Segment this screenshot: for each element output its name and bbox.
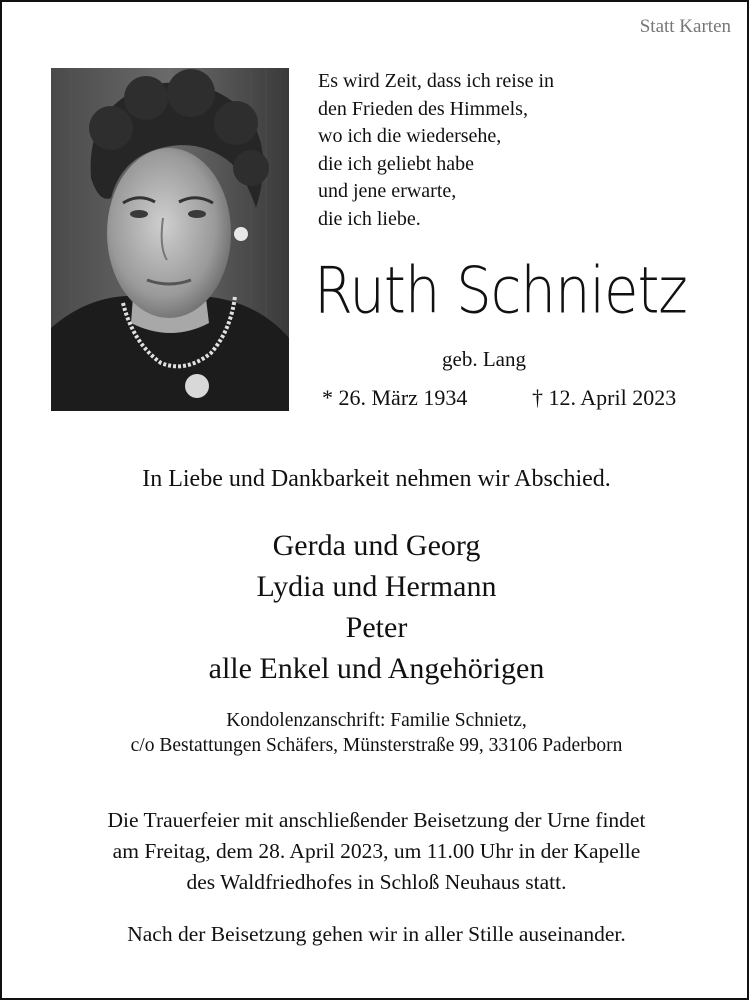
closing-line: Nach der Beisetzung gehen wir in aller Stille auseinander. <box>127 922 626 946</box>
funeral-info <box>2 805 749 898</box>
portrait-photo <box>51 68 289 411</box>
birth-name: geb. Lang <box>442 347 526 371</box>
farewell-line: In Liebe und Dankbarkeit nehmen wir Abschied. <box>142 466 611 492</box>
poem-line: den Frieden des Himmels, <box>318 97 528 120</box>
poem-line: die ich liebe. <box>318 207 421 230</box>
birth-date: * 26. März 1934 <box>322 385 468 410</box>
funeral-line: Die Trauerfeier mit anschließender Beisetzung der Urne findet <box>107 808 646 832</box>
poem <box>318 68 554 233</box>
funeral-line: des Waldfriedhofes in Schloß Neuhaus statt. <box>186 870 567 894</box>
family-member: alle Enkel und Angehörigen <box>208 652 545 685</box>
poem-line: wo ich die wiedersehe, <box>318 125 502 147</box>
funeral-line: am Freitag, dem 28. April 2023, um 11.00 Uhr in der Kapelle <box>112 839 641 863</box>
family-member: Gerda und Georg <box>272 529 481 562</box>
death-date: † 12. April 2023 <box>532 385 677 410</box>
condolence-address <box>2 708 749 758</box>
deceased-name: Ruth Schnietz <box>314 254 687 329</box>
poem-line: die ich geliebt habe <box>318 152 475 175</box>
family-list <box>2 525 749 689</box>
poem-line: und jene erwarte, <box>318 180 457 202</box>
family-member: Lydia und Hermann <box>256 570 497 603</box>
condolence-line: Kondolenzanschrift: Familie Schnietz, <box>226 710 527 731</box>
statt-karten-label: Statt Karten <box>639 16 731 37</box>
poem-line: Es wird Zeit, dass ich reise in <box>318 70 555 92</box>
condolence-line: c/o Bestattungen Schäfers, Münsterstraße 99, 33106 Paderborn <box>130 735 623 756</box>
family-member: Peter <box>345 611 408 644</box>
